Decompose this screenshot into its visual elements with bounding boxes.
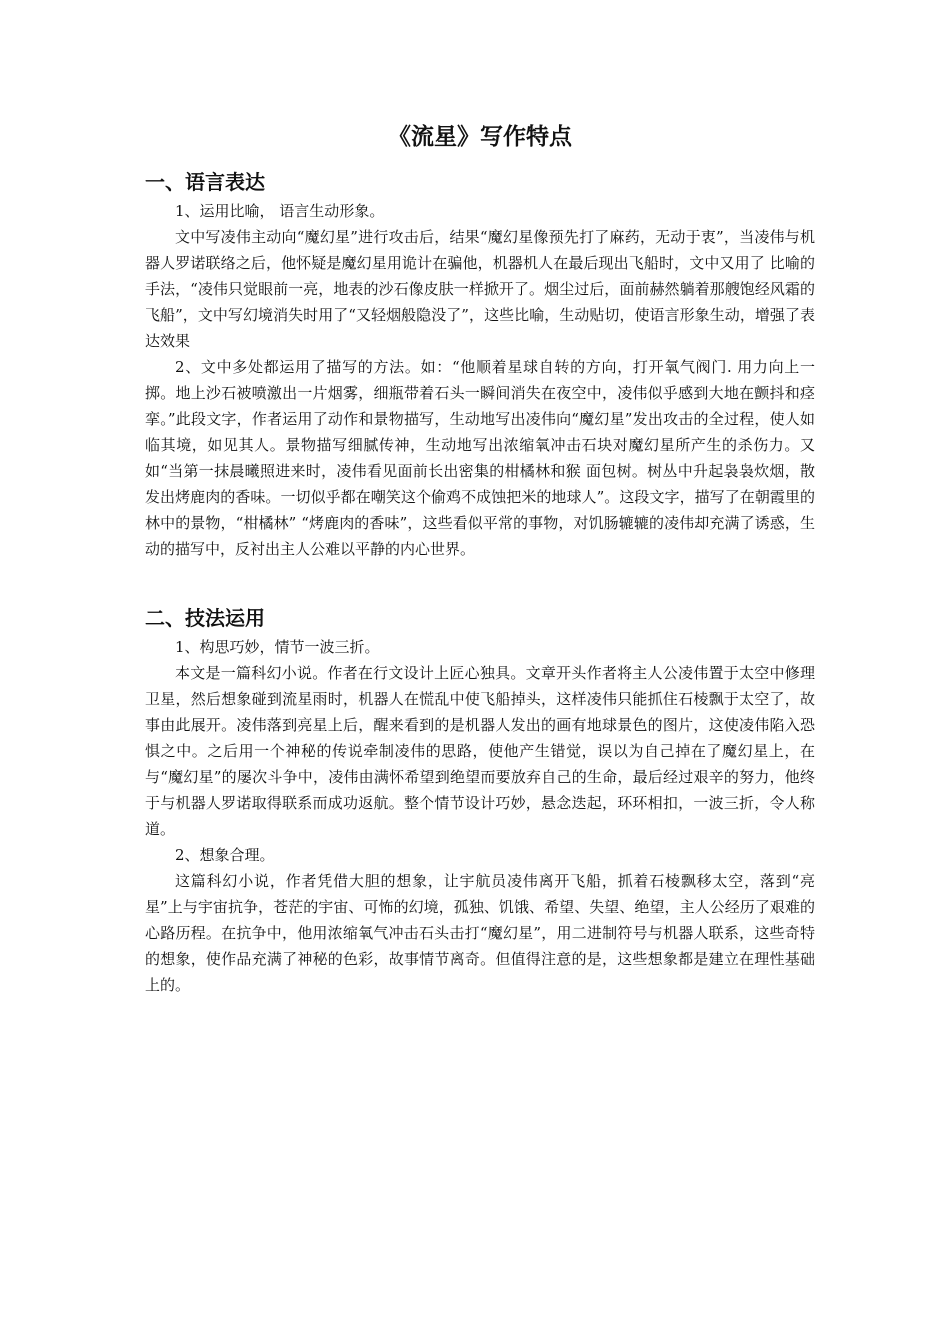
paragraph-structure-analysis: 本文是一篇科幻小说。作者在行文设计上匠心独具。文章开头作者将主人公凌伟置于太空中修理卫星，然后想象碰到流星雨时，机器人在慌乱中使飞船掉头，这样凌伟只能抓住石棱飘于太空了，故事由此展开。凌伟落到亮星上后，醒来看到的是机器人发出的画有地球景色的图片，这使凌伟陷入恐惧之中。之后用一个神秘的传说牵制凌伟的思路，使他产生错觉，误以为自己掉在了魔幻星上，在与“魔幻星”的屡次斗争中，凌伟由满怀希望到绝望而要放弃自己的生命，最后经过艰辛的努力，他终于与机器人罗诺取得联系而成功返航。整个情节设计巧妙，悬念迭起，环环相扣，一波三折，令人称道。 bbox=[145, 664, 815, 838]
paragraph-description-method: 2、文中多处都运用了描写的方法。如：“他顺着星球自转的方向，打开氧气阀门. 用力向上一掷。地上沙石被喷激出一片烟雾，细瓶带着石头一瞬间消失在夜空中，凌伟似乎感到大地在颤抖和痉挛。”此段文字，作者运用了动作和景物描写，生动地写出凌伟向“魔幻星”发出攻击的全过程，使人如临其境，如见其人。景物描写细腻传神，生动地写出浓缩氧冲击石块对魔幻星所产生的杀伤力。又如“当第一抹晨曦照进来时，凌伟看见面前长出密集的柑橘林和猴 面包树。树丛中升起袅袅炊烟，散发出烤鹿肉的香味。一切似乎都在嘲笑这个偷鸡不成蚀把米的地球人”。这段文字，描写了在朝霞里的林中的景物，“柑橘林” “烤鹿肉的香味”，这些看似平常的事物，对饥肠辘辘的凌伟却充满了诱惑，生动的描写中，反衬出主人公难以平静的内心世界。 bbox=[145, 358, 815, 558]
point-structure: 1、构思巧妙，情节一波三折。 bbox=[175, 638, 380, 656]
point-imagination: 2、想象合理。 bbox=[175, 846, 275, 864]
paragraph-imagination-analysis: 这篇科幻小说，作者凭借大胆的想象，让宇航员凌伟离开飞船，抓着石棱飘移太空，落到“亮星”上与宇宙抗争，苍茫的宇宙、可怖的幻境，孤独、饥饿、希望、失望、绝望，主人公经历了艰难的心路历程。在抗争中，他用浓缩氧气冲击石头击打“魔幻星”，用二进制符号与机器人联系，这些奇特的想象，使作品充满了神秘的色彩，故事情节离奇。但值得注意的是，这些想象都是建立在理性基础上的。 bbox=[145, 872, 815, 994]
section-heading-technique: 二、技法运用 bbox=[145, 606, 265, 630]
document-title: 《流星》写作特点 bbox=[388, 123, 572, 150]
document-page bbox=[145, 118, 815, 998]
paragraph-metaphor-analysis: 文中写凌伟主动向“魔幻星”进行攻击后，结果“魔幻星像预先打了麻药，无动于衷”，当凌伟与机器人罗诺联络之后，他怀疑是魔幻星用诡计在骗他，机器机人在最后现出飞船时，文中又用了 比喻的手法，“凌伟只觉眼前一亮，地表的沙石像皮肤一样掀开了。烟尘过后，面前赫然躺着那艘饱经风霜的飞船”，文中写幻境消失时用了“又轻烟般隐没了”，这些比喻，生动贴切，使语言形象生动，增强了表达效果 bbox=[145, 228, 815, 350]
point-metaphor: 1、运用比喻， 语言生动形象。 bbox=[175, 202, 385, 220]
section-heading-language: 一、语言表达 bbox=[145, 170, 265, 194]
